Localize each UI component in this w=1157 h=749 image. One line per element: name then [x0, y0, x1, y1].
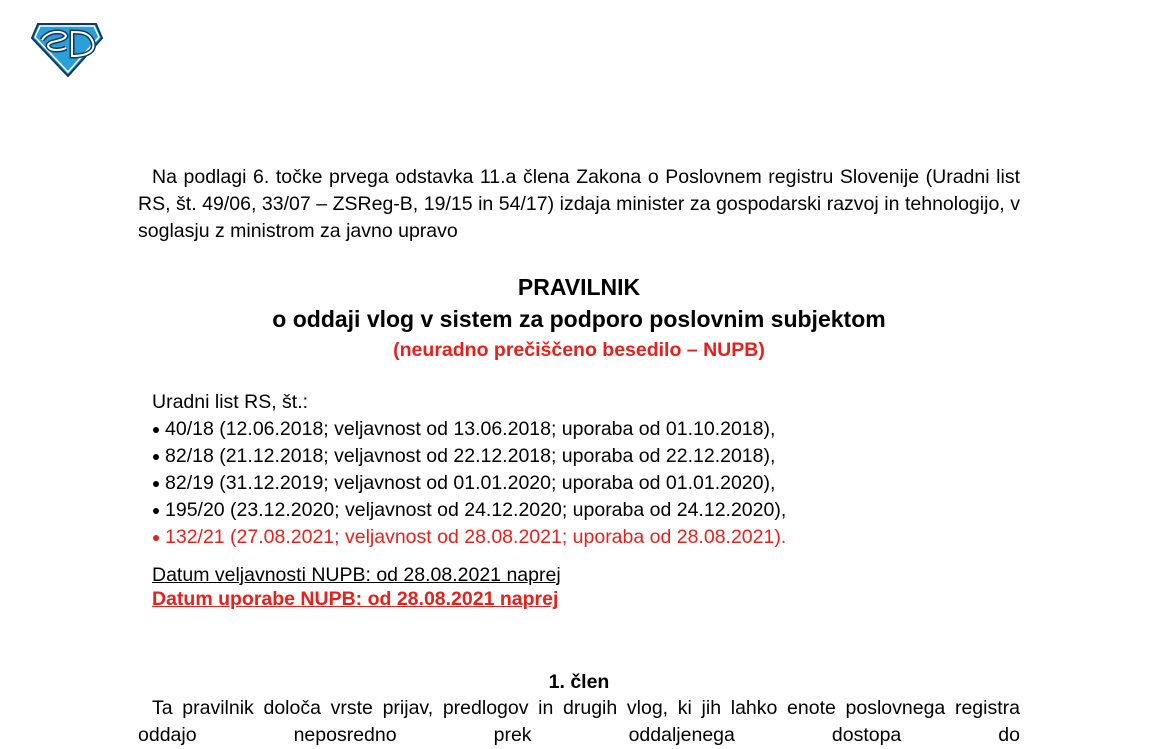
- source-item: 82/18 (21.12.2018; veljavnost od 22.12.2018; uporaba od 22.12.2018),: [152, 443, 786, 470]
- source-item: 82/19 (31.12.2019; veljavnost od 01.01.2020; uporaba od 01.01.2020),: [152, 470, 786, 497]
- nupb-dates: [152, 563, 561, 611]
- document-title: PRAVILNIK: [517, 274, 641, 300]
- bullet-icon: [153, 427, 159, 433]
- intro-paragraph: Na podlagi 6. točke prvega odstavka 11.a člena Zakona o Poslovnem registru Slovenije (Uradni list RS, št. 49/06, 33/07 – ZSReg-B, 19/15 in 54/17) izdaja minister za gospodarski razvoj in tehnologijo, v soglasju z ministrom za javno upravo: [138, 166, 1020, 242]
- document-subtitle: o oddaji vlog v sistem za podporo poslovnim subjektom: [272, 306, 886, 332]
- bullet-icon: [153, 481, 159, 487]
- article-heading: 1. člen: [548, 671, 610, 693]
- article-text: Ta pravilnik določa vrste prijav, predlogov in drugih vlog, ki jih lahko enote poslovnega registra oddajo neposredno prek oddaljenega dostopa do: [138, 697, 1020, 746]
- source-item: 40/18 (12.06.2018; veljavnost od 13.06.2018; uporaba od 01.10.2018),: [152, 416, 786, 443]
- application-date: Datum uporabe NUPB: od 28.08.2021 naprej: [152, 588, 559, 610]
- sources-heading: Uradni list RS, št.:: [152, 391, 309, 413]
- sources-list: [152, 416, 786, 551]
- bullet-icon: [153, 454, 159, 460]
- bullet-icon: [153, 508, 159, 514]
- source-item-latest: 132/21 (27.08.2021; veljavnost od 28.08.2021; uporaba od 28.08.2021).: [152, 524, 786, 551]
- sd-diamond-logo-icon: [30, 18, 104, 78]
- document-status-note: (neuradno prečiščeno besedilo – NUPB): [393, 339, 765, 361]
- official-gazette-sources: [152, 389, 786, 551]
- bullet-icon: [153, 535, 159, 541]
- validity-date: Datum veljavnosti NUPB: od 28.08.2021 naprej: [152, 564, 561, 586]
- source-item: 195/20 (23.12.2020; veljavnost od 24.12.2020; uporaba od 24.12.2020),: [152, 497, 786, 524]
